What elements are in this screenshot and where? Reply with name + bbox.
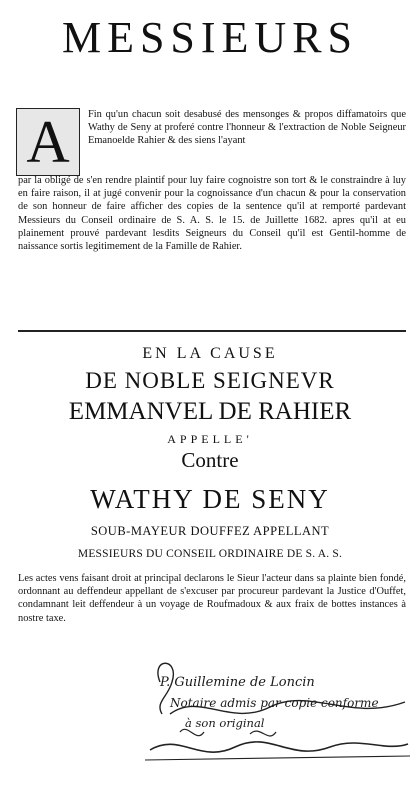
divider-rule	[18, 330, 406, 332]
signature-name: P. Guillemine de Loncin	[160, 675, 315, 690]
decorated-initial: A	[16, 108, 80, 176]
intro-paragraph-rest: par la obligé de s'en rendre plaintif pour luy faire cognoistre son tort & le constraindre à luy en faire raison, il at jugé convenir pour la cognoissance d'un chacun & pour la conservation de son honneur de faire afficher des copies de la sentence qu'il at remporté pardevant Messieurs du Conseil ordinaire de S. A. S. le 15. de Juillette 1682. apres qu'il at eu plainement prouvé pardevant lesdits Seigneurs du Conseil qu'il est Gentil-homme de naissance sortis legitimement de la Famille de Rahier.	[18, 175, 406, 253]
plaintiff-title: DE NOBLE SEIGNEVR	[85, 368, 335, 393]
defendant-role: SOUB-MAYEUR DOUFFEZ APPELLANT	[90, 524, 330, 538]
signature-original-line: à son original	[185, 716, 265, 730]
cause-heading: EN LA CAUSE	[142, 345, 278, 362]
handwritten-signature	[140, 652, 415, 770]
signature-notary-line: Notaire admis par copie conforme	[170, 696, 379, 710]
page-title: MESSIEURS	[61, 13, 359, 62]
verdict-paragraph: Les actes vens faisant droit at principal declarons le Sieur l'acteur dans sa plainte bien fondé, ordonnant au deffendeur appellant de s'excuser par procureur pardevant la Justice d'Ouffet, condamnant leit deffendeur à un voyage de Roufmadoux & aux fraix de bottes instances à nostre taxe.	[18, 573, 406, 624]
plaintiff-name: EMMANVEL DE RAHIER	[68, 398, 352, 425]
plaintiff-role: APPELLE'	[167, 432, 253, 446]
versus-label: Contre	[181, 448, 239, 472]
defendant-name: WATHY DE SENY	[90, 484, 330, 514]
intro-paragraph-top: Fin qu'un chacun soit desabusé des mensonges & propos diffamatoirs que Wathy de Seny at proferé contre l'honneur & l'extraction de Noble Seigneur Emanoelde Rahier & des siens l'ayant	[88, 109, 406, 147]
court-name: MESSIEURS DU CONSEIL ORDINAIRE DE S. A. S.	[77, 548, 343, 560]
